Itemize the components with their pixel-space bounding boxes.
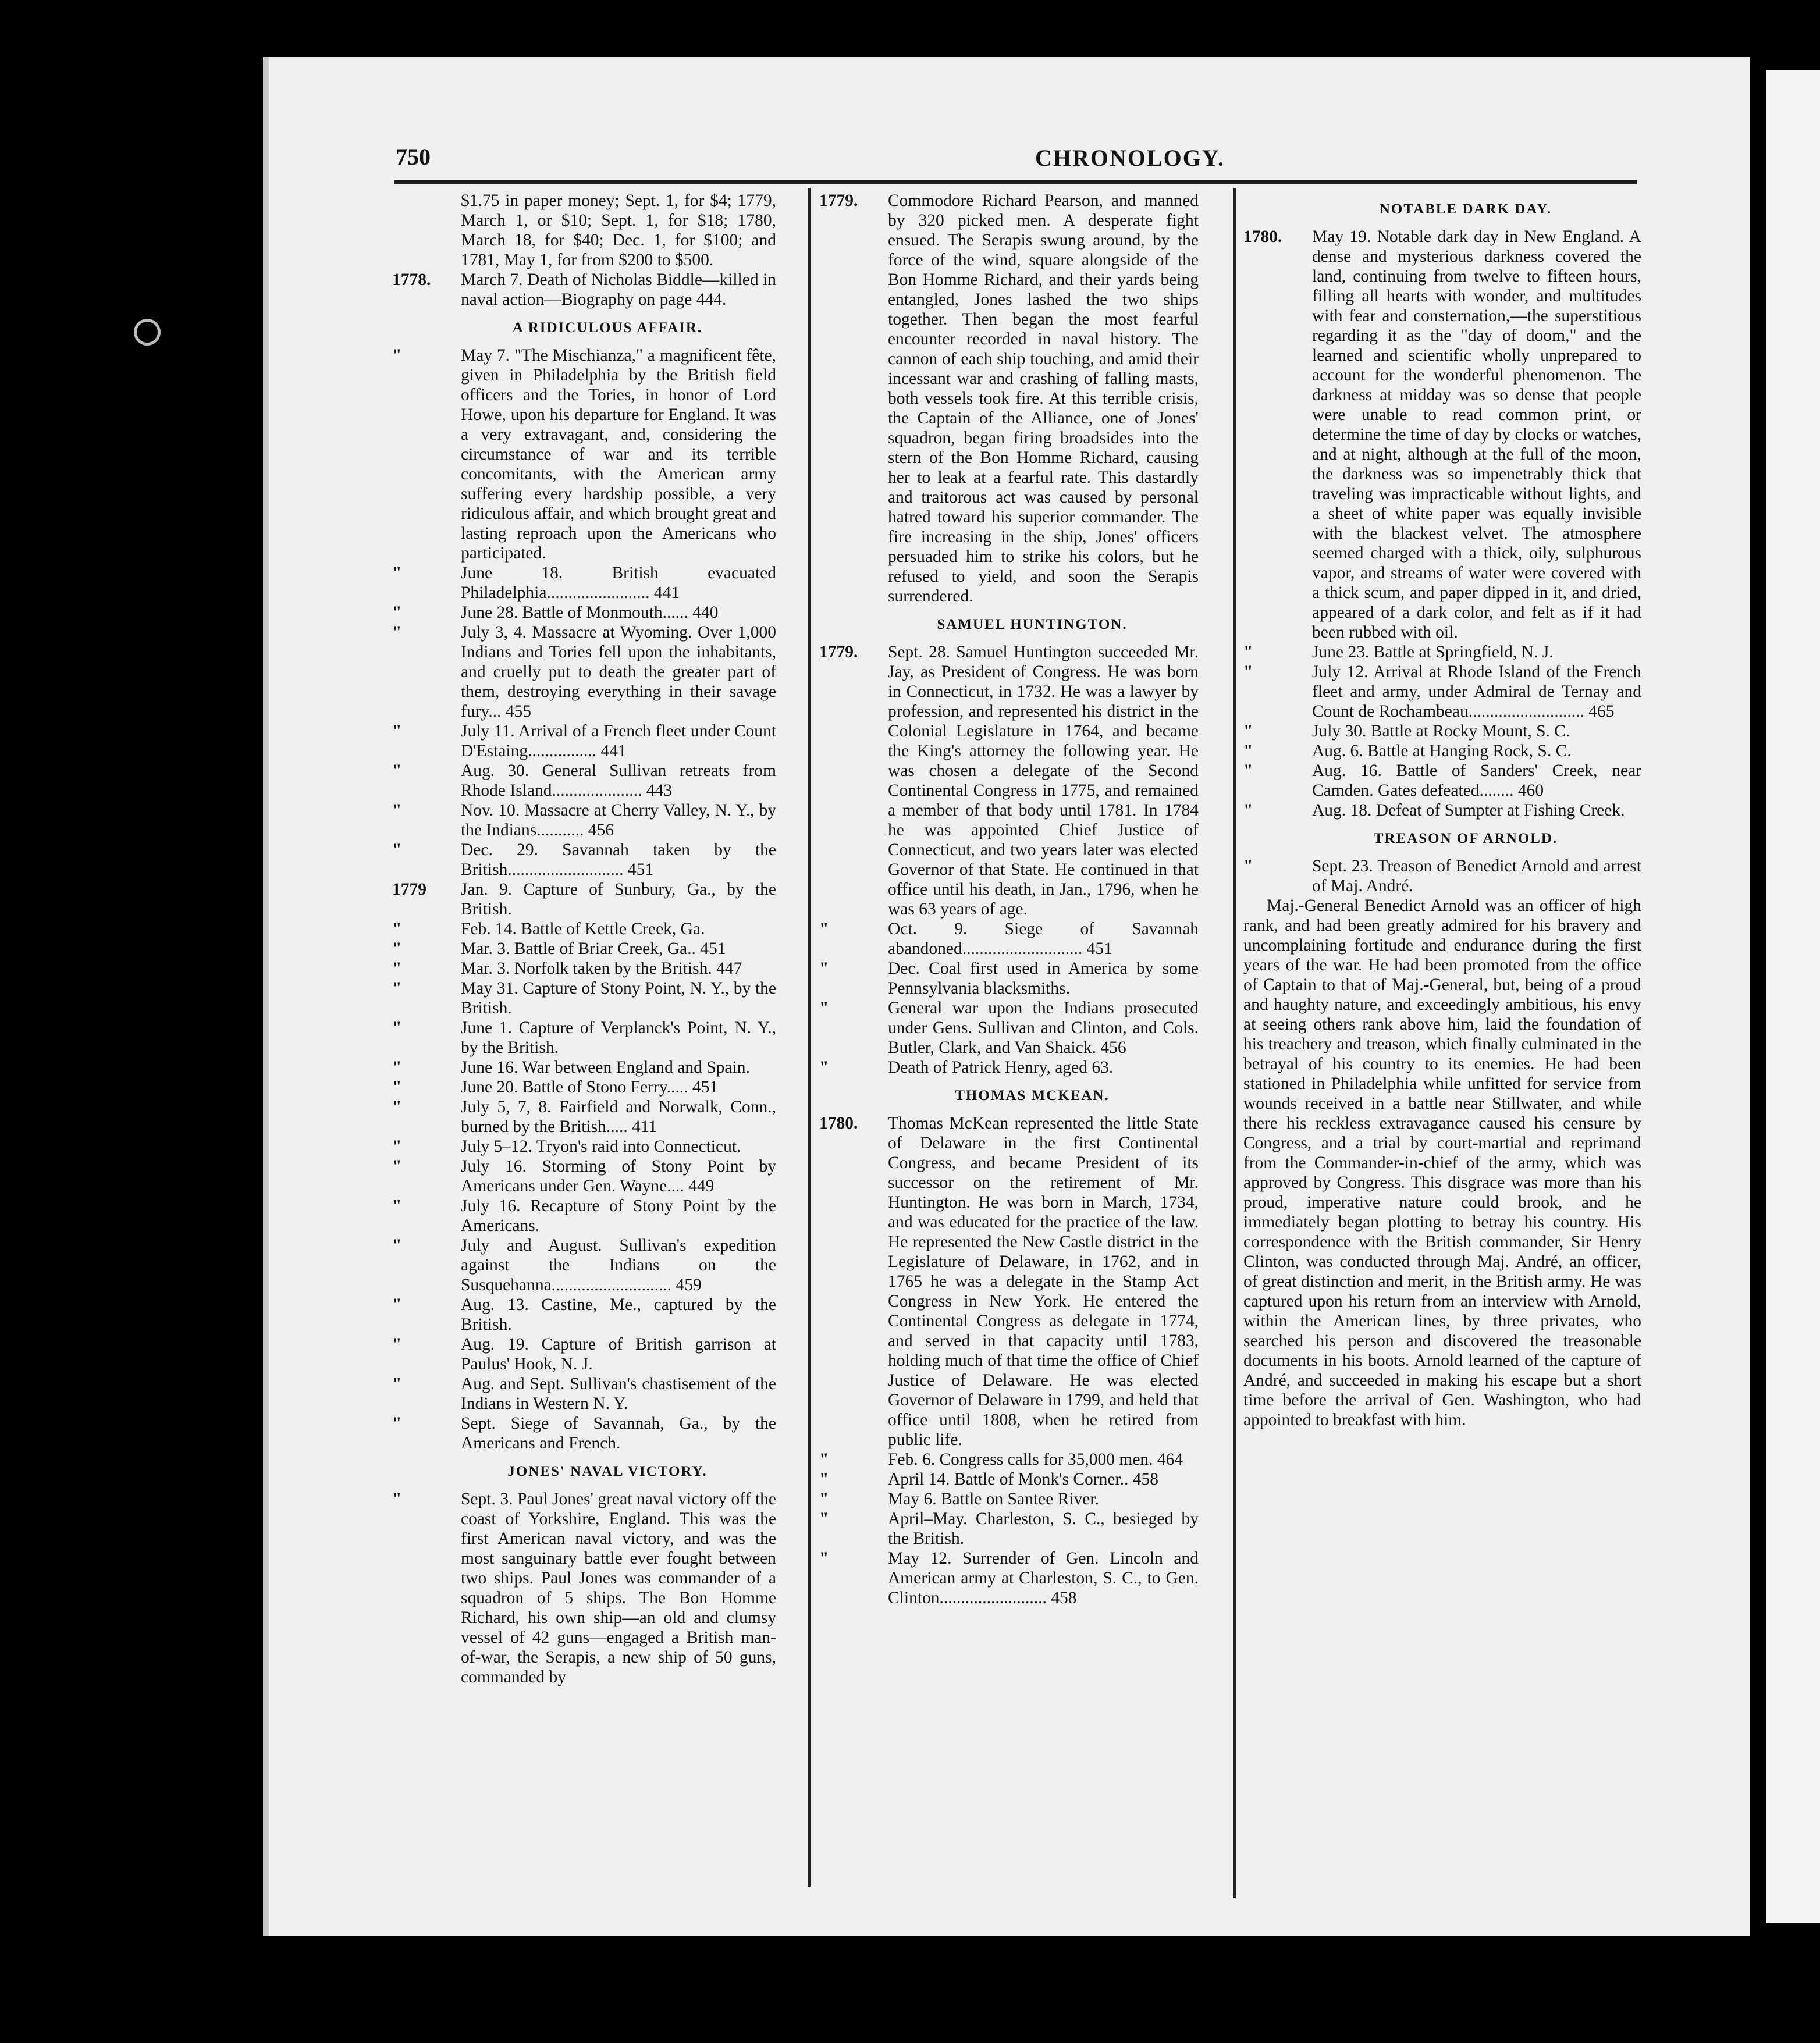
chronology-entry (819, 1469, 1199, 1489)
entry-year: " (392, 1098, 402, 1116)
entry-year: " (392, 1236, 402, 1255)
entry-year: " (819, 1490, 829, 1508)
chronology-entry (819, 1058, 1199, 1077)
entry-year: " (392, 1335, 402, 1354)
entry-text: May 19. Notable dark day in New England. A dense and mysterious darkness covered the land, continuing from twelve to fifteen hours, filling all hearts with wonder, and multitudes with fear and consternation,—the superstitious regarding it as the "day of doom," and the learned and scientific wholly unprepared to account for the wonderful phenomenon. The darkness at midday was so dense that people were unable to read common print, or determine the time of day by clocks or watches, and at night, although at the full of the moon, the darkness was so impenetrably thick that traveling was impracticable without lights, and a sheet of white paper was equally invisible with the blackest velvet. The atmosphere seemed charged with a thick, oily, sulphurous vapor, and streams of water were covered with a thick scum, and paper dipped in it, and dried, appeared of a dark color, and felt as if it had been rubbed with oil. (1312, 227, 1641, 642)
chronology-entry (392, 880, 776, 919)
entry-year: 1780. (819, 1114, 858, 1133)
chronology-entry (819, 1450, 1199, 1469)
chronology-entry (819, 1549, 1199, 1608)
entry-year: " (392, 722, 402, 741)
entry-year: " (392, 1157, 402, 1176)
entry-year: " (392, 1375, 402, 1393)
chronology-entry (392, 191, 776, 270)
chronology-entry (392, 1334, 776, 1374)
entry-text: Aug. and Sept. Sullivan's chastisement of the Indians in Western N. Y. (461, 1375, 776, 1413)
chronology-entry (1243, 721, 1641, 741)
entry-year: " (1243, 742, 1253, 760)
chronology-entry (819, 191, 1199, 606)
chronology-entry (392, 1018, 776, 1058)
chronology-entry (392, 1489, 776, 1687)
entry-text: March 7. Death of Nicholas Biddle—killed in naval action—Biography on page 444. (461, 270, 776, 309)
entry-year: " (392, 1078, 402, 1097)
entry-year: " (392, 1197, 402, 1215)
entry-year: " (392, 1019, 402, 1037)
entry-year: " (1243, 801, 1253, 820)
section-heading: THOMAS MCKEAN. (955, 1088, 1110, 1104)
chronology-entry (1243, 856, 1641, 896)
entry-text: Aug. 13. Castine, Me., captured by the British. (461, 1295, 776, 1334)
chronology-entry (819, 1509, 1199, 1549)
entry-text: Aug. 19. Capture of British garrison at Paulus' Hook, N. J. (461, 1335, 776, 1373)
section-heading: A RIDICULOUS AFFAIR. (512, 320, 703, 336)
entry-text: Sept. 3. Paul Jones' great naval victory off the coast of Yorkshire, England. This was the first American naval victory, and was the most sanguinary battle ever fought between two ships. Paul Jones was commander of a squadron of 5 ships. The Bon Homme Richard, his own ship—an old and clumsy vessel of 42 guns—engaged a British man-of-war, the Serapis, a new ship of 50 guns, commanded by (461, 1490, 776, 1686)
entry-year: 1778. (392, 270, 431, 289)
entry-year: " (392, 841, 402, 859)
entry-text: Thomas McKean represented the little State of Delaware in the first Continental Congress, and became President of its successor on the retirement of Mr. Huntington. He was born in March, 1734, and was educated for the practice of the law. He represented the New Castle district in the Legislature of Delaware, in 1762, and in 1765 he was a delegate in the Stamp Act Congress in New York. He entered the Continental Congress as delegate in 1774, and served in that capacity until 1783, holding much of that time the office of Chief Justice of Delaware. He was elected Governor of Delaware in 1799, and held that office until 1808, when he retired from public life. (888, 1114, 1199, 1449)
section-heading: TREASON OF ARNOLD. (1373, 831, 1558, 846)
entry-text: Dec. 29. Savannah taken by the British........................... 451 (461, 841, 776, 879)
entry-text: $1.75 in paper money; Sept. 1, for $4; 1779, March 1, or $10; Sept. 1, for $18; 1780, March 18, for $40; Dec. 1, for $100; and 1781, May 1, for from $200 to $500. (461, 191, 776, 269)
entry-text: Aug. 6. Battle at Hanging Rock, S. C. (1312, 742, 1572, 760)
running-head: CHRONOLOGY. (1035, 145, 1225, 171)
entry-text: General war upon the Indians prosecuted under Gens. Sullivan and Clinton, and Cols. Butler, Clark, and Van Shaick. 456 (888, 999, 1199, 1057)
chronology-entry (1243, 662, 1641, 721)
chronology-entry (392, 1236, 776, 1295)
chronology-entry (392, 721, 776, 761)
chronology-entry (819, 642, 1199, 919)
entry-year: " (392, 959, 402, 978)
chronology-entry (392, 603, 776, 622)
entry-text: July 16. Storming of Stony Point by Americans under Gen. Wayne.... 449 (461, 1157, 776, 1195)
adjacent-page-edge (1766, 70, 1820, 1923)
entry-year: " (392, 1414, 402, 1433)
entry-text: Nov. 10. Massacre at Cherry Valley, N. Y., by the Indians........... 456 (461, 801, 776, 839)
entry-year: " (392, 761, 402, 780)
chronology-entry (392, 563, 776, 603)
chronology-entry (1243, 741, 1641, 761)
entry-year: " (819, 1058, 829, 1077)
entry-text: Jan. 9. Capture of Sunbury, Ga., by the British. (461, 880, 776, 919)
entry-text: Death of Patrick Henry, aged 63. (888, 1058, 1114, 1077)
entry-year: " (392, 939, 402, 958)
chronology-entry (392, 1295, 776, 1334)
book-page (263, 57, 1750, 1936)
chronology-entry (1243, 800, 1641, 820)
entry-text: July 5–12. Tryon's raid into Connecticut. (461, 1137, 741, 1156)
entry-year: " (392, 623, 402, 642)
section-heading: JONES' NAVAL VICTORY. (507, 1464, 708, 1479)
entry-text: Feb. 14. Battle of Kettle Creek, Ga. (461, 920, 705, 938)
entry-text: July 5, 7, 8. Fairfield and Norwalk, Conn., burned by the British..... 411 (461, 1098, 776, 1136)
entry-year: " (819, 1470, 829, 1489)
chronology-entry (392, 1374, 776, 1414)
entry-text: May 7. "The Mischianza," a magnificent fête, given in Philadelphia by the British field officers and the Tories, in honor of Lord Howe, upon his departure for England. It was a very extravagant, and, considering the circumstance of war and its terrible concomitants, with the American army suffering every hardship possible, a very ridiculous affair, and which brought great and lasting reproach upon the Americans who participated. (461, 346, 776, 563)
chronology-entry (392, 939, 776, 959)
column-2 (819, 191, 1199, 1608)
chronology-entry (392, 800, 776, 840)
chronology-entry (819, 919, 1199, 959)
scan-hole-mark (134, 319, 161, 346)
entry-text: June 28. Battle of Monmouth...... 440 (461, 603, 719, 622)
entry-text: May 12. Surrender of Gen. Lincoln and American army at Charleston, S. C., to Gen. Clinton......................... 458 (888, 1549, 1199, 1607)
entry-year: " (392, 801, 402, 820)
column-1 (392, 191, 776, 1687)
entry-text: May 6. Battle on Santee River. (888, 1490, 1099, 1508)
entry-text: May 31. Capture of Stony Point, N. Y., by the British. (461, 979, 776, 1017)
entry-text: July 3, 4. Massacre at Wyoming. Over 1,000 Indians and Tories fell upon the inhabitants, and cruelly put to death the greater part of them, destroying everything in their savage fury... 455 (461, 623, 776, 721)
entry-text: June 18. British evacuated Philadelphia........................ 441 (461, 564, 776, 602)
chronology-entry (392, 919, 776, 939)
chronology-entry (392, 622, 776, 721)
entry-text: July 11. Arrival of a French fleet under Count D'Estaing................ 441 (461, 722, 776, 760)
narrative-paragraph: Maj.-General Benedict Arnold was an officer of high rank, and had been greatly admired for his bravery and uncomplaining fortitude and endurance during the first years of the war. He had been promoted from the office of Captain to that of Maj.-General, but, being of a proud and haughty nature, and exceedingly ambitious, his envy at seeing others rank above him, laid the foundation of his treachery and treason, which finally culminated in the betrayal of his country to its enemies. He had been stationed in Philadelphia while unfitted for service from wounds received in a battle near Stillwater, and while there his reckless extravagance caused his censure by Congress, and a trial by court-martial and reprimand from the Commander-in-chief of the army, which was approved by Congress. This disgrace was more than his proud, imperative nature could brook, and he immediately began plotting to betray his country. His correspondence with the British commander, Sir Henry Clinton, was conducted through Maj. André, an officer, of great distinction and merit, in the British army. He was captured upon his return from an interview with Arnold, within the American lines, by three privates, who searched his person and discovered the treasonable documents in his boots. Arnold learned of the capture of André, and succeeded in making his escape but a short time before the arrival of Gen. Washington, who had appointed to breakfast with him. (1243, 896, 1641, 1429)
entry-text: July and August. Sullivan's expedition against the Indians on the Susquehanna............................ 459 (461, 1236, 776, 1294)
entry-text: July 30. Battle at Rocky Mount, S. C. (1312, 722, 1570, 741)
entry-text: Sept. Siege of Savannah, Ga., by the Americans and French. (461, 1414, 776, 1453)
column-3 (1243, 191, 1641, 1430)
entry-text: Aug. 30. General Sullivan retreats from Rhode Island..................... 443 (461, 761, 776, 800)
entry-text: June 23. Battle at Springfield, N. J. (1312, 643, 1554, 661)
entry-year: " (819, 999, 829, 1017)
entry-text: Aug. 18. Defeat of Sumpter at Fishing Creek. (1312, 801, 1625, 820)
entry-text: Oct. 9. Siege of Savannah abandoned............................ 451 (888, 920, 1199, 958)
chronology-entry (1243, 227, 1641, 642)
entry-text: Mar. 3. Norfolk taken by the British. 447 (461, 959, 742, 978)
entry-year: " (1243, 857, 1253, 875)
entry-text: Sept. 28. Samuel Huntington succeeded Mr. Jay, as President of Congress. He was born in Connecticut, in 1732. He was a lawyer by profession, and represented his district in the Colonial Legislature in 1764, and became the King's attorney the following year. He was chosen a delegate of the Second Continental Congress in 1775, and remained a member of that body until 1781. In 1784 he was appointed Chief Justice of Connecticut, and two years later was elected Governor of that State. He continued in that office until his death, in Jan., 1796, when he was 63 years of age. (888, 643, 1199, 919)
chronology-entry (392, 1414, 776, 1453)
chronology-entry (819, 1489, 1199, 1509)
entry-year: " (392, 1058, 402, 1077)
column-divider-1 (808, 188, 811, 1887)
entry-year: " (392, 1137, 402, 1156)
chronology-entry (392, 1097, 776, 1137)
entry-text: June 16. War between England and Spain. (461, 1058, 750, 1077)
chronology-entry (819, 1113, 1199, 1450)
entry-year: " (1243, 761, 1253, 780)
entry-text: July 16. Recapture of Stony Point by the Americans. (461, 1197, 776, 1235)
entry-year: " (819, 1549, 829, 1568)
entry-year: " (392, 603, 402, 622)
entry-year: " (1243, 643, 1253, 661)
entry-year: " (392, 1295, 402, 1314)
chronology-entry (819, 959, 1199, 998)
entry-year: " (1243, 722, 1253, 741)
chronology-entry (392, 1077, 776, 1097)
entry-year: " (819, 959, 829, 978)
entry-year: 1780. (1243, 227, 1282, 246)
entry-year: " (819, 1450, 829, 1469)
chronology-entry (392, 1156, 776, 1196)
chronology-entry (392, 840, 776, 880)
chronology-entry (392, 761, 776, 800)
chronology-entry (392, 1196, 776, 1236)
chronology-entry (392, 270, 776, 309)
column-divider-2 (1233, 188, 1236, 1898)
entry-year: 1779. (819, 643, 858, 661)
entry-text: June 1. Capture of Verplanck's Point, N. Y., by the British. (461, 1019, 776, 1057)
entry-text: Aug. 16. Battle of Sanders' Creek, near Camden. Gates defeated........ 460 (1312, 761, 1641, 800)
entry-text: April–May. Charleston, S. C., besieged by the British. (888, 1510, 1199, 1548)
entry-year: 1779 (392, 880, 426, 899)
entry-year: 1779. (819, 191, 858, 210)
chronology-entry (392, 1137, 776, 1156)
entry-year: " (819, 920, 829, 938)
entry-text: April 14. Battle of Monk's Corner.. 458 (888, 1470, 1158, 1489)
entry-year: " (392, 564, 402, 582)
entry-text: Sept. 23. Treason of Benedict Arnold and arrest of Maj. André. (1312, 857, 1641, 895)
entry-text: June 20. Battle of Stono Ferry..... 451 (461, 1078, 719, 1097)
chronology-entry (392, 959, 776, 978)
entry-text: July 12. Arrival at Rhode Island of the French fleet and army, under Admiral de Ternay and Count de Rochambeau........................... 465 (1312, 663, 1641, 721)
entry-text: Feb. 6. Congress calls for 35,000 men. 464 (888, 1450, 1183, 1469)
entry-year: " (392, 979, 402, 998)
entry-text: Dec. Coal first used in America by some Pennsylvania blacksmiths. (888, 959, 1199, 998)
section-heading: SAMUEL HUNTINGTON. (937, 617, 1128, 632)
chronology-entry (1243, 642, 1641, 662)
entry-text: Commodore Richard Pearson, and manned by 320 picked men. A desperate fight ensued. The Serapis swung around, by the force of the wind, square alongside of the Bon Homme Richard, and their yards being entangled, Jones lashed the two ships together. Then began the most fearful encounter recorded in naval history. The cannon of each ship touching, and amid their incessant war and crashing of falling masts, both vessels took fire. At this terrible crisis, the Captain of the Alliance, one of Jones' squadron, began firing broadsides into the stern of the Bon Homme Richard, causing her to leak at a fearful rate. This dastardly and traitorous act was caused by personal hatred toward his superior commander. The fire increasing in the ship, Jones' officers persuaded him to strike his colors, but he refused to yield, and soon the Serapis surrendered. (888, 191, 1199, 606)
page-number: 750 (396, 144, 431, 170)
entry-year: " (392, 920, 402, 938)
entry-year: " (392, 346, 402, 365)
entry-year: " (392, 1490, 402, 1508)
entry-year: " (1243, 663, 1253, 681)
entry-year: " (819, 1510, 829, 1528)
chronology-entry (819, 998, 1199, 1058)
chronology-entry (392, 1058, 776, 1077)
header-rule (394, 180, 1637, 184)
chronology-entry (392, 978, 776, 1018)
chronology-entry (392, 346, 776, 563)
chronology-entry (1243, 761, 1641, 800)
section-heading: NOTABLE DARK DAY. (1379, 201, 1552, 217)
entry-text: Mar. 3. Battle of Briar Creek, Ga.. 451 (461, 939, 726, 958)
